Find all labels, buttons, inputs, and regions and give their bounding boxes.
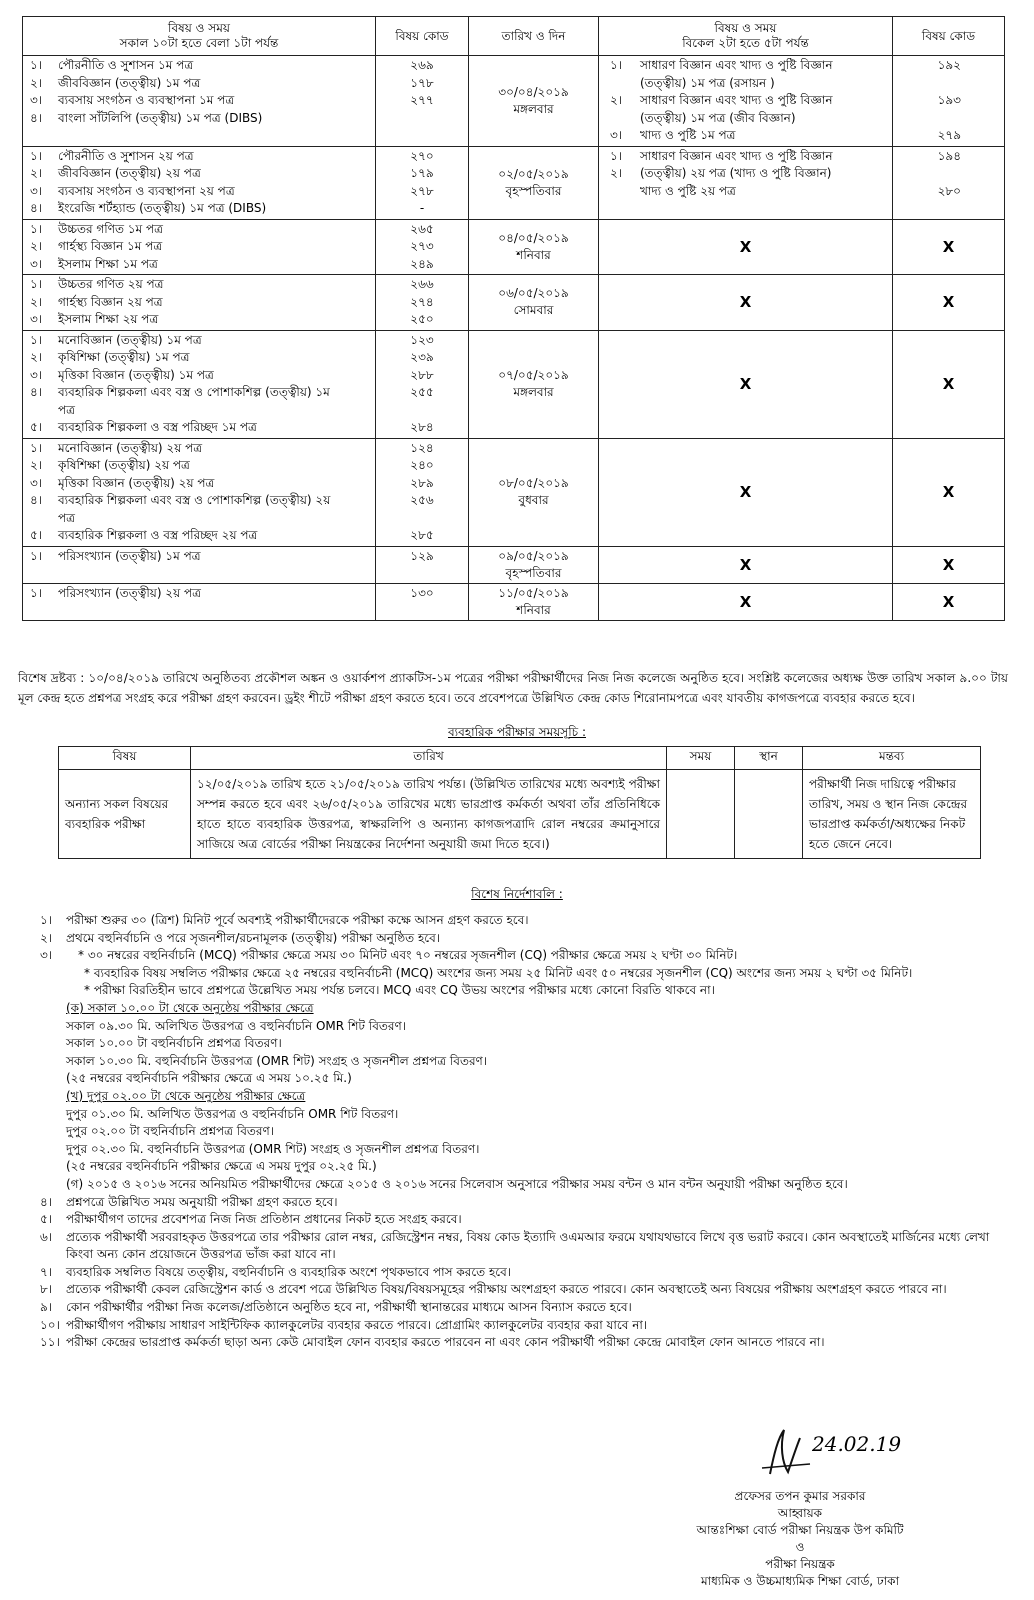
am-subject-item [24,110,374,128]
pm-subjects-cell [599,56,893,147]
am-subjects-cell [23,438,376,546]
pm-subject-code: ১৯৩ [937,93,961,107]
am-subject-name: মনোবিজ্ঞান (তত্ত্বীয়) ১ম পত্র [58,332,202,347]
instruction-subhead: (ক) সকাল ১০.০০ টা থেকে অনুষ্ঠেয় পরীক্ষার ক্ষেত্রে [66,1000,314,1015]
exam-date: ০৬/০৫/২০১৯ [498,286,569,301]
instruction-line: (গ) ২০১৫ ও ২০১৬ সনের অনিয়মিত পরীক্ষার্থীদের ক্ষেত্রে ২০১৫ ও ২০১৬ সনের সিলেবাস অনুসারে পরীক্ষার সময় বন্টন ও মান বন্টন অনুযায়ী পরীক্ষা অনুষ্ঠিত হবে। [66,1176,848,1191]
am-subject-code: - [419,201,425,215]
am-subject-number: ২। [30,458,43,472]
am-subject-item [24,165,374,183]
am-codes-cell [376,330,469,438]
am-subject-number: ৪। [30,201,43,215]
am-subject-item [24,440,374,458]
practical-header-row [59,747,981,770]
am-subject-item [24,200,374,218]
am-subject-code: ২৪০ [410,458,434,472]
pm-codes-cell [893,56,1005,147]
am-subject-item [24,510,374,528]
am-subject-name: ব্যবসায় সংগঠন ও ব্যবস্থাপনা ২য় পত্র [58,183,235,198]
practical-subject-header: বিষয় [59,747,191,770]
am-subject-name: পরিসংখ্যান (তত্ত্বীয়) ১ম পত্র [58,548,201,563]
exam-date-cell [469,219,599,275]
signatory-role: আহ্বায়ক [777,1506,823,1520]
am-subject-code: ২৮৮ [410,367,434,382]
special-note [18,668,1008,708]
exam-date-cell [469,275,599,331]
practical-date-header: তারিখ [191,747,667,770]
am-subject-name: পত্র [58,402,75,417]
instruction-line: সকাল ১০.৩০ মি. বহুনির্বাচনি উত্তরপত্র (OMR শিট) সংগ্রহ ও সৃজনশীল প্রশ্নপত্র বিতরণ। [66,1053,488,1068]
am-subject-name: ব্যবহারিক শিল্পকলা ও বস্ত্র পরিচ্ছদ ২য় পত্র [58,528,258,542]
exam-day: বৃহস্পতিবার [505,565,562,580]
am-subject-number: ৫। [30,528,43,542]
am-subject-name: উচ্চতর গণিত ১ম পত্র [58,221,163,236]
pm-subject-number [600,183,640,201]
am-subject-number: ৪। [30,385,43,399]
pm-code-header: বিষয় কোড [893,17,1005,56]
pm-subject-number: ১। [610,148,623,163]
am-subject-name: মৃত্তিকা বিজ্ঞান (তত্ত্বীয়) ১ম পত্র [58,367,214,382]
am-subject-name: জীববিজ্ঞান (তত্ত্বীয়) ২য় পত্র [58,166,201,180]
instruction-line: দুপুর ০২.৩০ মি. বহুনির্বাচনি উত্তরপত্র (OMR শিট) সংগ্রহ ও সৃজনশীল প্রশ্নপত্র বিতরণ। [66,1141,480,1156]
exam-date: ০৯/০৫/২০১৯ [498,548,569,563]
am-subject-number: ৩। [30,367,43,382]
exam-date-cell [469,438,599,546]
am-subject-name: গার্হস্থ্য বিজ্ঞান ২য় পত্র [58,294,163,309]
schedule-row [23,56,1005,147]
am-subject-item [24,92,374,110]
special-note-label: বিশেষ দ্রষ্টব্য : [18,671,85,685]
exam-date-cell [469,330,599,438]
am-subject-item [24,148,374,166]
am-subject-code: ১২৪ [410,440,434,455]
am-subject-number: ৩। [30,475,43,490]
instruction-item: ১০। পরীক্ষার্থীগণ পরীক্ষায় সাধারণ সাইন্টিফিক ক্যালকুলেটর ব্যবহার করতে পারবে। প্রোগ্রামিং ক্যালকুলেটর ব্যবহার করা যাবে না। [40,1317,648,1332]
exam-day: শনিবার [516,602,551,617]
am-subject-code: ২৭৮ [410,183,434,198]
am-subject-code: ১৭৮ [410,75,434,90]
pm-subject-item [600,165,891,183]
instruction-line: দুপুর ০১.৩০ মি. অলিখিত উত্তরপত্র ও বহুনির্বাচনি OMR শিট বিতরণ। [66,1106,399,1121]
am-subject-item [24,57,374,75]
am-subject-code: ২৮৫ [410,528,434,542]
am-subject-code: ২৫৬ [410,493,434,507]
am-subject-code [377,110,467,128]
exam-date: ৩০/০৪/২০১৯ [498,84,569,99]
am-subject-item [24,419,374,437]
practical-time-header: সময় [667,747,735,770]
date-header: তারিখ ও দিন [469,17,599,56]
instructions-title: বিশেষ নির্দেশাবলি : [471,887,563,901]
instruction-item: ২। প্রথমে বহুনির্বাচনি ও পরে সৃজনশীল/রচনামূলক (তত্ত্বীয়) পরীক্ষা অনুষ্ঠিত হবে। [40,930,441,945]
pm-subject-name: সাধারণ বিজ্ঞান এবং খাদ্য ও পুষ্টি বিজ্ঞান [640,93,833,107]
am-subject-number: ১। [30,585,43,600]
am-subject-code: ২৭৩ [410,239,434,253]
am-subject-name: পৌরনীতি ও সুশাসন ১ম পত্র [58,58,194,72]
am-subject-number: ৩। [30,312,43,326]
schedule-row [23,146,1005,219]
am-subjects-cell [23,330,376,438]
pm-subject-none-mark: X [599,546,893,583]
am-subject-item [24,276,374,294]
schedule-row [23,330,1005,438]
am-subject-item [24,311,374,329]
am-subject-code: ২৫৫ [410,385,434,399]
am-subject-name: কৃষিশিক্ষা (তত্ত্বীয়) ১ম পত্র [58,350,190,364]
am-subject-name: ব্যবহারিক শিল্পকলা ও বস্ত্র পরিচ্ছদ ১ম পত্র [58,420,257,434]
am-subject-item [24,527,374,545]
am-subject-code: ২৭৪ [410,294,434,309]
am-subject-code: ২৭০ [410,148,434,163]
am-codes-cell [376,275,469,331]
am-subject-code: ২৪৯ [410,256,434,271]
am-subject-number: ১। [30,332,43,347]
am-subject-code: ২৬৫ [410,221,434,236]
instruction-item: ৭। ব্যবহারিক সম্বলিত বিষয়ে তত্ত্বীয়, বহুনির্বাচনি ও ব্যবহারিক অংশে পৃথকভাবে পাস করতে হবে। [40,1264,512,1279]
practical-row [59,770,981,859]
practical-subject: অন্যান্য সকল বিষয়ের ব্যবহারিক পরীক্ষা [59,770,191,859]
am-subject-name: ব্যবহারিক শিল্পকলা এবং বস্ত্র ও পোশাকশিল্প (তত্ত্বীয়) ২য় [58,493,331,507]
am-subject-number: ১। [30,221,43,236]
exam-day: মঙ্গলবার [513,101,554,116]
am-subject-code: ২৮৪ [410,420,434,434]
am-subject-number: ১। [30,58,43,72]
am-subject-name: মনোবিজ্ঞান (তত্ত্বীয়) ২য় পত্র [58,440,203,455]
exam-date: ১১/০৫/২০১৯ [498,585,569,600]
pm-code-none-mark: X [893,438,1005,546]
exam-date: ০৮/০৫/২০১৯ [498,476,569,490]
instruction-item: ৮। প্রত্যেক পরীক্ষার্থী কেবল রেজিস্ট্রেশন কার্ড ও প্রবেশ পত্রে উল্লিখিত বিষয়/বিষয়সমূহের পরীক্ষায় অংশগ্রহণ করতে পারবে। কোন অবস্থাতেই অন্য বিষয়ের পরীক্ষায় অংশগ্রহণ করতে পারবে না। [40,1282,947,1297]
instruction-item: ৪। প্রশ্নপত্রে উল্লিখিত সময় অনুযায়ী পরীক্ষা গ্রহণ করতে হবে। [40,1194,338,1209]
practical-place [735,770,803,859]
am-subject-code: ২৫০ [410,312,434,326]
pm-subject-name: খাদ্য ও পুষ্টি ২য় পত্র [640,183,736,198]
pm-subject-number: ২। [610,166,623,180]
am-subject-code: ২৭৭ [410,93,434,107]
instruction-bullet: * পরীক্ষা বিরতিহীন ভাবে প্রশ্নপত্রে উল্লেখিত সময় পর্যন্ত চলবে। MCQ এবং CQ উভয় অংশের পরীক্ষার মধ্যে কোনো বিরতি থাকবে না। [84,983,715,998]
am-subject-item [24,294,374,312]
practical-time [667,770,735,859]
pm-subject-code [894,75,1003,93]
am-subject-item [24,75,374,93]
am-subjects-cell [23,219,376,275]
signatory-board: মাধ্যমিক ও উচ্চমাধ্যমিক শিক্ষা বোর্ড, ঢাকা [700,1574,900,1588]
am-subject-item [24,238,374,256]
am-subject-code [377,510,467,528]
exam-day: বুধবার [518,493,549,507]
am-subject-number: ২। [30,294,43,309]
schedule-row [23,438,1005,546]
practical-date: ১২/০৫/২০১৯ তারিখ হতে ২১/০৫/২০১৯ তারিখ পর্যন্ত। (উল্লিখিত তারিখের মধ্যে অবশ্যই পরীক্ষা সম্পন্ন করতে হবে এবং ২৬/০৫/২০১৯ তারিখের মধ্যে ভারপ্রাপ্ত কর্মকর্তা অথবা তাঁর প্রতিনিধিকে হাতে হাতে ব্যবহারিক উত্তরপত্র, স্বাক্ষরলিপি ও অন্যান্য কাগজপত্রাদি রোল নম্বরের ক্রমানুসারে সাজিয়ে অত্র বোর্ডের পরীক্ষা নিয়ন্ত্রকের নির্দেশনা অনুযায়ী জমা দিতে হবে।) [191,770,667,859]
schedule-body [23,56,1005,621]
am-subject-item [24,475,374,493]
pm-subject-number: ১। [610,58,623,72]
exam-day: সোমবার [513,303,554,318]
pm-subject-name: খাদ্য ও পুষ্টি ১ম পত্র [640,128,736,142]
am-codes-cell [376,438,469,546]
am-subject-number: ১। [30,548,43,563]
am-subject-code [377,402,467,420]
am-subject-number: ২। [30,75,43,90]
am-subject-name: পরিসংখ্যান (তত্ত্বীয়) ২য় পত্র [58,585,201,600]
pm-subject-code: ২৭৯ [937,128,961,142]
am-subject-number: ৩। [30,93,43,107]
am-subject-number [24,402,58,420]
am-subject-item [24,402,374,420]
pm-code-none-mark: X [893,583,1005,620]
pm-subject-item [600,148,891,166]
am-codes-cell [376,146,469,219]
instruction-line: (২৫ নম্বরের বহুনির্বাচনি পরীক্ষার ক্ষেত্রে এ সময় দুপুর ০২.২৫ মি.) [66,1159,377,1174]
am-subject-item [24,256,374,274]
am-subject-item [24,221,374,239]
signatory-name: প্রফেসর তপন কুমার সরকার [734,1489,866,1503]
schedule-row [23,219,1005,275]
pm-subject-code [894,165,1003,183]
am-subjects-cell [23,56,376,147]
am-subject-name: জীববিজ্ঞান (তত্ত্বীয়) ১ম পত্র [58,75,201,90]
am-subject-name: উচ্চতর গণিত ২য় পত্র [58,277,164,291]
am-subject-name: ইংরেজি শর্টহ্যান্ড (তত্ত্বীয়) ১ম পত্র (DIBS) [58,201,267,215]
practical-schedule-table [58,746,981,859]
am-subject-code: ২৩৯ [410,350,434,364]
am-codes-cell [376,56,469,147]
instruction-line: সকাল ১০.০০ টা বহুনির্বাচনি প্রশ্নপত্র বিতরণ। [66,1036,282,1051]
am-subject-number: ২। [30,350,43,364]
schedule-header-row [23,17,1005,56]
am-subject-code: ১২৯ [410,548,434,563]
pm-subject-number: ৩। [610,128,623,142]
am-codes-cell [376,546,469,583]
exam-date-cell [469,56,599,147]
instruction-item: ১১। পরীক্ষা কেন্দ্রের ভারপ্রাপ্ত কর্মকর্তা ছাড়া অন্য কেউ মোবাইল ফোন ব্যবহার করতে পারবেন না এবং কোন পরীক্ষার্থী পরীক্ষা কেন্দ্রে মোবাইল ফোন আনতে পারবে না। [40,1335,825,1350]
exam-date: ০৪/০৫/২০১৯ [498,230,569,245]
am-subject-item [24,492,374,510]
am-subject-name: ব্যবহারিক শিল্পকলা এবং বস্ত্র ও পোশাকশিল্প (তত্ত্বীয়) ১ম [58,385,330,399]
instruction-line: সকাল ০৯.৩০ মি. অলিখিত উত্তরপত্র ও বহুনির্বাচনি OMR শিট বিতরণ। [66,1018,407,1033]
am-subject-number: ৪। [30,493,43,507]
pm-subject-number [600,75,640,93]
practical-remark: পরীক্ষার্থী নিজ দায়িত্বে পরীক্ষার তারিখ, সময় ও স্থান নিজ কেন্দ্রের ভারপ্রাপ্ত কর্মকর্তা/অধ্যক্ষের নিকট হতে জেনে নেবে। [803,770,981,859]
am-subject-item [24,349,374,367]
am-subject-number: ৫। [30,420,43,434]
signatory-title: পরীক্ষা নিয়ন্ত্রক [765,1557,835,1571]
am-subjects-cell [23,546,376,583]
exam-day: শনিবার [516,247,551,262]
pm-subject-item [600,92,891,110]
exam-day: বৃহস্পতিবার [505,183,562,198]
instruction-line: (২৫ নম্বরের বহুনির্বাচনি পরীক্ষার ক্ষেত্রে এ সময় ১০.২৫ মি.) [66,1071,352,1086]
special-note-text: ১০/০৪/২০১৯ তারিখে অনুষ্ঠিতব্য প্রকৌশল অঙ্কন ও ওয়ার্কশপ প্র্যাকটিস-১ম পত্রের পরীক্ষা পরীক্ষার্থীদের নিজ নিজ কলেজে অনুষ্ঠিত হবে। সংশ্লিষ্ট কলেজের অধ্যক্ষ উক্ত তারিখ সকাল ৯.০০ টায় মূল কেন্দ্র হতে প্রশ্নপত্র সংগ্রহ করে পরীক্ষা গ্রহণ করবেন। ড্রইং শীটে পরীক্ষা গ্রহণ করতে হবে। তবে প্রবেশপত্রে উল্লিখিত কেন্দ্র কোড শিরোনামপত্রে এবং যাবতীয় কাগজপত্রে ব্যবহার করতে হবে। [18,671,1008,705]
exam-date-cell [469,146,599,219]
am-subject-number: ১। [30,440,43,455]
exam-schedule-table [22,16,1005,621]
signature-date: 24.02.19 [812,1432,902,1456]
signatory-committee: আন্তঃশিক্ষা বোর্ড পরীক্ষা নিয়ন্ত্রক উপ কমিটি [696,1523,904,1537]
practical-remark-header: মন্তব্য [803,747,981,770]
am-subject-name: গার্হস্থ্য বিজ্ঞান ১ম পত্র [58,239,163,253]
am-subject-code: ১৩০ [410,585,434,600]
am-subject-code: ২৮৯ [410,475,434,490]
am-subjects-cell [23,583,376,620]
pm-subject-name: (তত্ত্বীয়) ২য় পত্র (খাদ্য ও পুষ্টি বিজ্ঞান) [640,166,832,180]
pm-codes-cell [893,146,1005,219]
instruction-item: ১। পরীক্ষা শুরুর ৩০ (ত্রিশ) মিনিট পূর্বে অবশ্যই পরীক্ষার্থীদেরকে পরীক্ষা কক্ষে আসন গ্রহণ করতে হবে। [40,913,529,927]
pm-subject-name: সাধারণ বিজ্ঞান এবং খাদ্য ও পুষ্টি বিজ্ঞান [640,58,833,72]
am-subject-item [24,585,374,603]
pm-subject-none-mark: X [599,330,893,438]
am-subject-name: কৃষিশিক্ষা (তত্ত্বীয়) ২য় পত্র [58,458,190,472]
pm-subject-code: ২৮০ [937,183,961,198]
instruction-item: ৩। * ৩০ নম্বরের বহুনির্বাচনি (MCQ) পরীক্ষার ক্ষেত্রে সময় ৩০ মিনিট এবং ৭০ নম্বরের সৃজনশীল (CQ) পরীক্ষার ক্ষেত্রে সময় ২ ঘণ্টা ৩০ মিনিট। [40,948,738,963]
am-subjects-cell [23,275,376,331]
am-subject-item [24,384,374,402]
pm-subject-none-mark: X [599,275,893,331]
pm-subject-item [600,110,891,128]
am-subject-number: ২। [30,166,43,180]
am-subject-name: ইসলাম শিক্ষা ২য় পত্র [58,312,159,326]
instruction-item: ৯। কোন পরীক্ষার্থীর পরীক্ষা নিজ কলেজ/প্রতিষ্ঠানে অনুষ্ঠিত হবে না, পরীক্ষার্থী স্থানান্তরের মাধ্যমে আসন বিন্যাস করতে হবে। [40,1300,632,1315]
am-subject-name: মৃত্তিকা বিজ্ঞান (তত্ত্বীয়) ২য় পত্র [58,475,215,490]
am-subject-number [24,510,58,528]
practical-schedule-title: ব্যবহারিক পরীক্ষার সময়সূচি : [447,725,586,739]
pm-code-none-mark: X [893,330,1005,438]
am-subject-item [24,548,374,566]
pm-subject-item [600,75,891,93]
am-subject-number: ২। [30,239,43,253]
pm-code-none-mark: X [893,219,1005,275]
schedule-row [23,275,1005,331]
am-subject-item [24,332,374,350]
exam-date: ০৭/০৫/২০১৯ [498,368,569,382]
pm-subject-name: (তত্ত্বীয়) ১ম পত্র (জীব বিজ্ঞান) [640,110,796,125]
exam-date-cell [469,546,599,583]
signatory-and: ও [795,1540,805,1554]
signature-block [600,1488,1000,1590]
pm-subject-item [600,127,891,145]
practical-place-header: স্থান [735,747,803,770]
instruction-item: ৫। পরীক্ষার্থীগণ তাদের প্রবেশপত্র নিজ নিজ প্রতিষ্ঠান প্রধানের নিকট হতে সংগ্রহ করবে। [40,1212,462,1227]
am-subject-number: ৩। [30,183,43,198]
exam-day: মঙ্গলবার [513,385,554,399]
schedule-row [23,546,1005,583]
pm-subject-number [600,110,640,128]
am-codes-cell [376,219,469,275]
exam-date-cell [469,583,599,620]
pm-subject-code: ১৯২ [937,58,961,72]
pm-code-none-mark: X [893,275,1005,331]
pm-subject-number: ২। [610,93,623,107]
am-subjects-cell [23,146,376,219]
pm-subject-code: ১৯৪ [937,148,961,163]
pm-subject-none-mark: X [599,583,893,620]
pm-subjects-cell [599,146,893,219]
am-subject-name: ব্যবসায় সংগঠন ও ব্যবস্থাপনা ১ম পত্র [58,93,235,107]
am-subject-number: ১। [30,148,43,163]
pm-subject-header: বিষয় ও সময় বিকেল ২টা হতে ৫টা পর্যন্ত [599,17,893,56]
am-subject-item [24,367,374,385]
am-subject-header: বিষয় ও সময় সকাল ১০টা হতে বেলা ১টা পর্যন্ত [23,17,376,56]
am-codes-cell [376,583,469,620]
am-subject-number: ৩। [30,256,43,271]
pm-code-none-mark: X [893,546,1005,583]
exam-date: ০২/০৫/২০১৯ [498,166,569,181]
am-subject-item [24,183,374,201]
instructions-list [18,912,1012,1352]
pm-subject-none-mark: X [599,438,893,546]
instruction-bullet: * ব্যবহারিক বিষয় সম্বলিত পরীক্ষার ক্ষেত্রে ২৫ নম্বরের বহুনির্বাচনী (MCQ) অংশের জন্য সময় ২৫ মিনিট এবং ৫০ নম্বরের সৃজনশীল (CQ) অংশের জন্য সময় ২ ঘণ্টা ৩৫ মিনিট। [84,965,913,980]
am-subject-code: ২৬৬ [410,277,434,291]
am-subject-name: বাংলা সাঁটলিপি (তত্ত্বীয়) ১ম পত্র (DIBS) [58,110,263,125]
am-subject-number: ১। [30,277,43,291]
pm-subject-name: (তত্ত্বীয়) ১ম পত্র (রসায়ন ) [640,75,775,90]
pm-subject-item [600,183,891,201]
pm-subject-none-mark: X [599,219,893,275]
am-code-header: বিষয় কোড [376,17,469,56]
am-subject-name: পৌরনীতি ও সুশাসন ২য় পত্র [58,148,194,163]
am-subject-item [24,457,374,475]
am-subject-number: ৪। [30,110,43,125]
pm-subject-code [894,110,1003,128]
schedule-row [23,583,1005,620]
pm-subject-name: সাধারণ বিজ্ঞান এবং খাদ্য ও পুষ্টি বিজ্ঞান [640,148,833,163]
pm-subject-item [600,57,891,75]
instruction-line: দুপুর ০২.০০ টা বহুনির্বাচনি প্রশ্নপত্র বিতরণ। [66,1124,275,1139]
am-subject-name: ইসলাম শিক্ষা ১ম পত্র [58,256,158,271]
am-subject-name: পত্র [58,510,75,525]
am-subject-code: ২৬৯ [410,58,434,72]
instruction-item: ৬। প্রত্যেক পরীক্ষার্থী সরবরাহকৃত উত্তরপত্রে তার পরীক্ষার রোল নম্বর, রেজিস্ট্রেশন নম্বর, বিষয় কোড ইত্যাদি ওএমআর ফরমে যথাযথভাবে লিখে বৃত্ত ভরাট করবে। কোন অবস্থাতেই মার্জিনের মধ্যে লেখা কিংবা অন্য কোন প্রয়োজনে উত্তরপত্র ভাঁজ করা যাবে না। [40,1229,990,1262]
am-subject-code: ১৭৯ [410,166,434,180]
instruction-subhead: (খ) দুপুর ০২.০০ টা থেকে অনুষ্ঠেয় পরীক্ষার ক্ষেত্রে [66,1088,306,1103]
am-subject-code: ১২৩ [410,332,434,347]
